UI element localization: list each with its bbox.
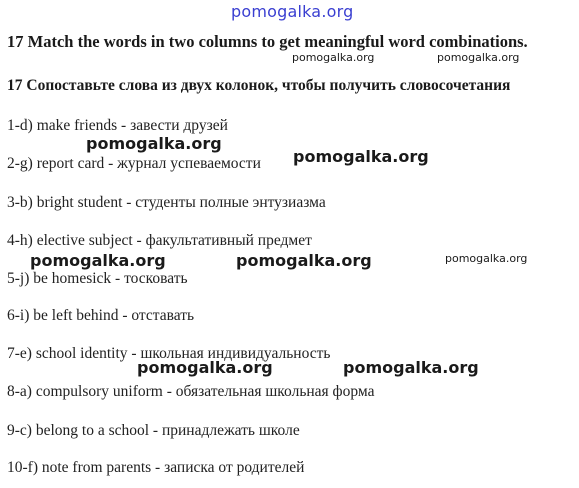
watermark-large: pomogalka.org — [343, 358, 479, 377]
answer-line-9: 9-c) belong to a school - принадлежать школе — [7, 422, 300, 439]
answer-line-2: 2-g) report card - журнал успеваемости — [7, 155, 261, 172]
watermark-small: pomogalka.org — [437, 51, 520, 64]
exercise-heading-english: 17 Match the words in two columns to get meaningful word combinations. — [7, 32, 528, 51]
answer-line-6: 6-i) be left behind - отставать — [7, 307, 195, 324]
watermark-large: pomogalka.org — [293, 147, 429, 166]
watermark-top[interactable]: pomogalka.org — [231, 2, 354, 21]
answer-line-10: 10-f) note from parents - записка от родителей — [7, 459, 305, 476]
watermark-small: pomogalka.org — [445, 252, 528, 265]
answer-line-3: 3-b) bright student - студенты полные энтузиазма — [7, 194, 326, 211]
watermark-small: pomogalka.org — [292, 51, 375, 64]
answer-line-7: 7-e) school identity - школьная индивидуальность — [7, 345, 331, 362]
answer-line-4: 4-h) elective subject - факультативный предмет — [7, 232, 312, 249]
answer-line-5: 5-j) be homesick - тосковать — [7, 270, 188, 287]
answer-line-1: 1-d) make friends - завести друзей — [7, 117, 228, 134]
watermark-large: pomogalka.org — [236, 251, 372, 270]
exercise-heading-russian: 17 Сопоставьте слова из двух колонок, чтобы получить словосочетания — [7, 77, 511, 94]
watermark-large: pomogalka.org — [86, 134, 222, 153]
answer-line-8: 8-a) compulsory uniform - обязательная школьная форма — [7, 383, 375, 400]
watermark-large: pomogalka.org — [137, 358, 273, 377]
watermark-large: pomogalka.org — [30, 251, 166, 270]
